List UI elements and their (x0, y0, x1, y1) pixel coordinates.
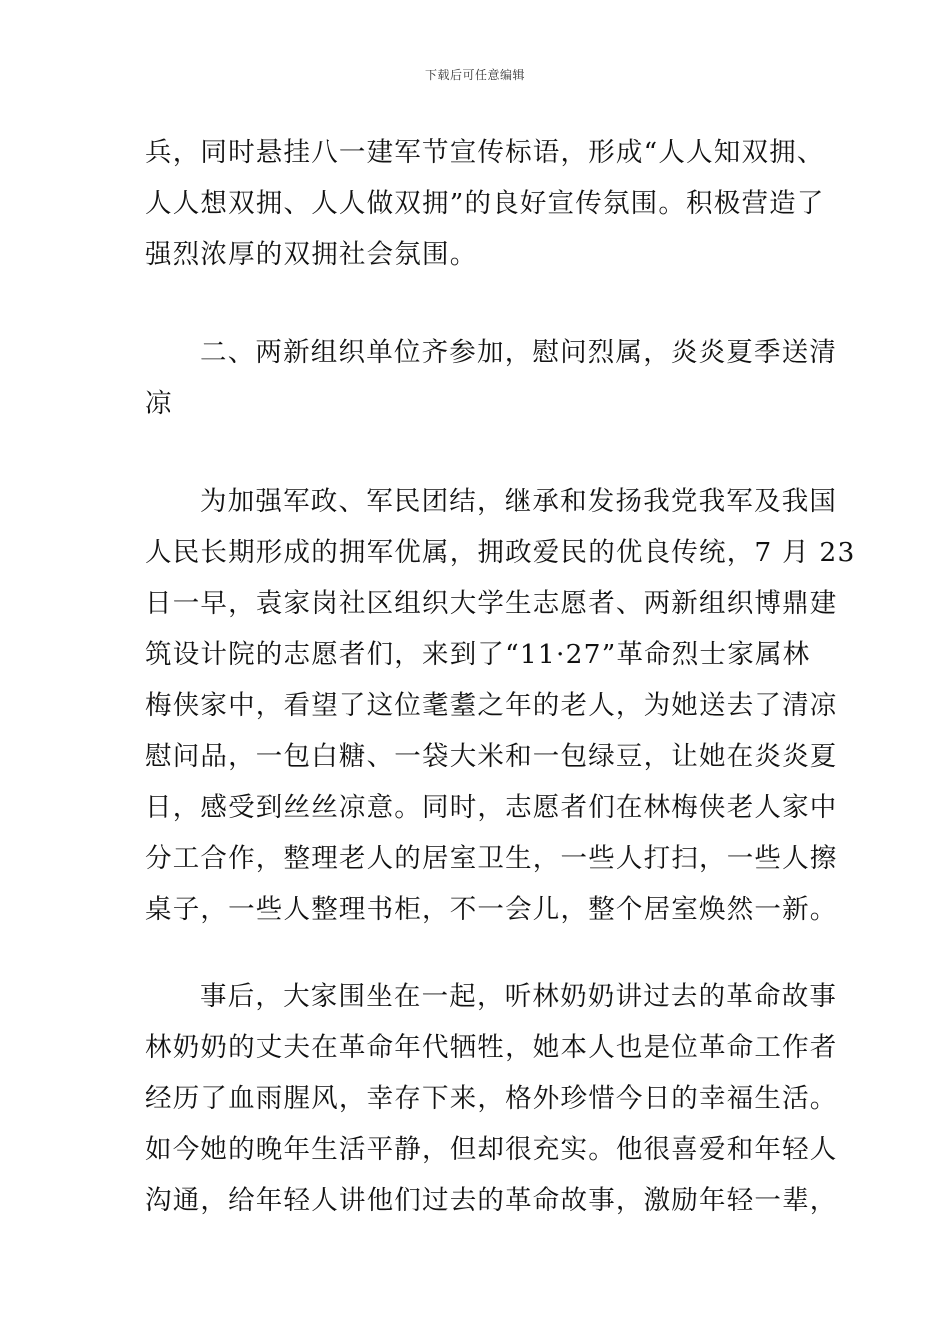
text-line: 分工合作，整理老人的居室卫生，一些人打扫，一些人擦 (145, 843, 838, 874)
paragraph-continuation (145, 127, 825, 280)
text-line: 凉 (145, 388, 173, 419)
text-line: 事后，大家围坐在一起，听林奶奶讲过去的革命故事 (200, 981, 838, 1012)
paragraph-visit (145, 476, 856, 935)
page-header: 下载后可任意编辑 (424, 68, 525, 82)
section-heading (145, 327, 838, 429)
text-line: 经历了血雨腥风，幸存下来，格外珍惜今日的幸福生活。 (145, 1083, 838, 1114)
text-line: 二、两新组织单位齐参加，慰问烈属，炎炎夏季送清 (200, 337, 838, 368)
text-line: 人民长期形成的拥军优属，拥政爱民的优良传统，7 月 23 (145, 537, 856, 568)
text-line: 慰问品，一包白糖、一袋大米和一包绿豆，让她在炎炎夏 (145, 741, 838, 772)
text-line: 如今她的晚年生活平静，但却很充实。他很喜爱和年轻人 (145, 1134, 838, 1165)
text-line: 强烈浓厚的双拥社会氛围。 (145, 239, 478, 270)
text-line: 人人想双拥、人人做双拥”的良好宣传氛围。积极营造了 (145, 188, 825, 219)
text-line: 林奶奶的丈夫在革命年代牺牲，她本人也是位革命工作者 (145, 1032, 838, 1063)
text-line: 日一早，袁家岗社区组织大学生志愿者、两新组织博鼎建 (145, 588, 838, 619)
text-line: 兵，同时悬挂八一建军节宣传标语，形成“人人知双拥、 (145, 137, 825, 168)
text-line: 日，感受到丝丝凉意。同时，志愿者们在林梅侠老人家中 (145, 792, 838, 823)
text-line: 沟通，给年轻人讲他们过去的革命故事，激励年轻一辈， (145, 1185, 838, 1216)
text-line: 梅侠家中，看望了这位耄耋之年的老人，为她送去了清凉 (145, 690, 838, 721)
paragraph-aftermath (145, 971, 838, 1226)
text-line: 桌子，一些人整理书柜，不一会儿，整个居室焕然一新。 (145, 894, 838, 925)
text-line: 筑设计院的志愿者们，来到了“11·27”革命烈士家属林 (145, 639, 811, 670)
text-line: 为加强军政、军民团结，继承和发扬我党我军及我国 (200, 486, 838, 517)
